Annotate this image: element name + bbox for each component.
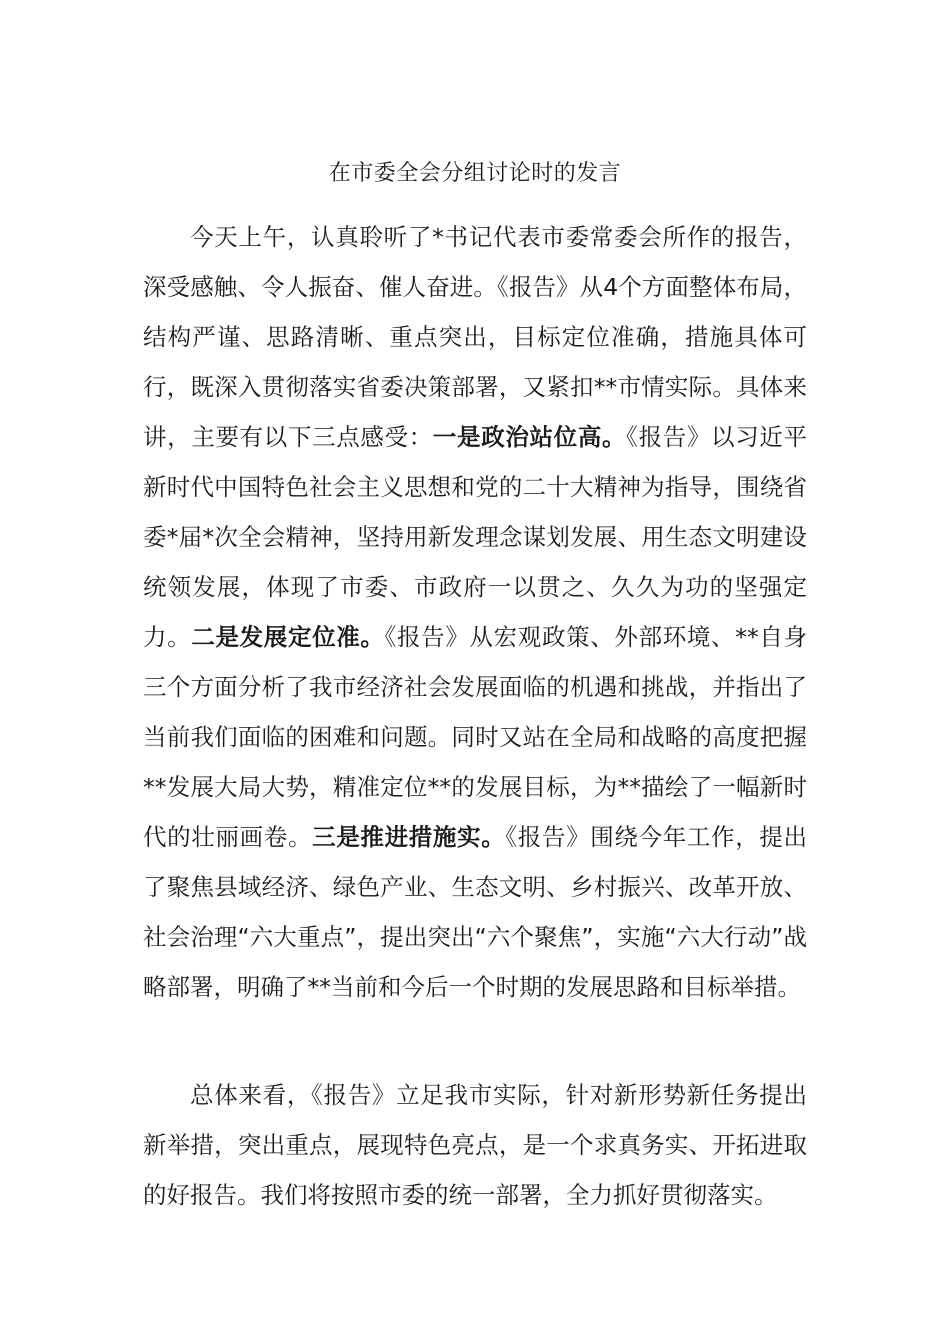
point-3-text: 《报告》围绕今年工作，提出了聚焦县域经济、绿色产业、生态文明、乡村振兴、改革开放、社会治理“六大重点”，提出突出“六个聚焦”，实施“六大行动”战略部署，明确了**当前和今后一个时期的发展思路和目标举措。 (143, 823, 808, 1001)
document-title: 在市委全会分组讨论时的发言 (328, 161, 622, 186)
paragraph-2: 总体来看，《报告》立足我市实际，针对新形势新任务提出新举措，突出重点，展现特色亮点，是一个求真务实、开拓进取的好报告。我们将按照市委的统一部署，全力抓好贯彻落实。 (143, 1081, 807, 1209)
point-1-text: 《报告》以习近平新时代中国特色社会主义思想和党的二十大精神为指导，围绕省委*届*次全会精神，坚持用新发理念谋划发展、用生态文明建设统领发展，体现了市委、市政府一以贯之、久久为功的坚强定力。 (143, 423, 808, 651)
point-2-heading: 二是发展定位准。 (191, 623, 385, 651)
point-1-heading: 一是政治站位高。 (432, 423, 627, 451)
point-2-text: 《报告》从宏观政策、外部环境、**自身三个方面分析了我市经济社会发展面临的机遇和挑战，并指出了当前我们面临的困难和问题。同时又站在全局和战略的高度把握**发展大局大势，精准定位**的发展目标，为**描绘了一幅新时代的壮丽画卷。 (143, 623, 808, 851)
point-3-heading: 三是推进措施实。 (312, 823, 506, 851)
paragraph-1-intro: 今天上午，认真聆听了*书记代表市委常委会所作的报告，深受感触、令人振奋、催人奋进。《报告》从4个方面整体布局，结构严谨、思路清晰、重点突出，目标定位准确，措施具体可行，既深入贯彻落实省委决策部署，又紧扣**市情实际。具体来讲，主要有以下三点感受： (143, 223, 807, 451)
paragraph-1 (143, 212, 807, 1012)
